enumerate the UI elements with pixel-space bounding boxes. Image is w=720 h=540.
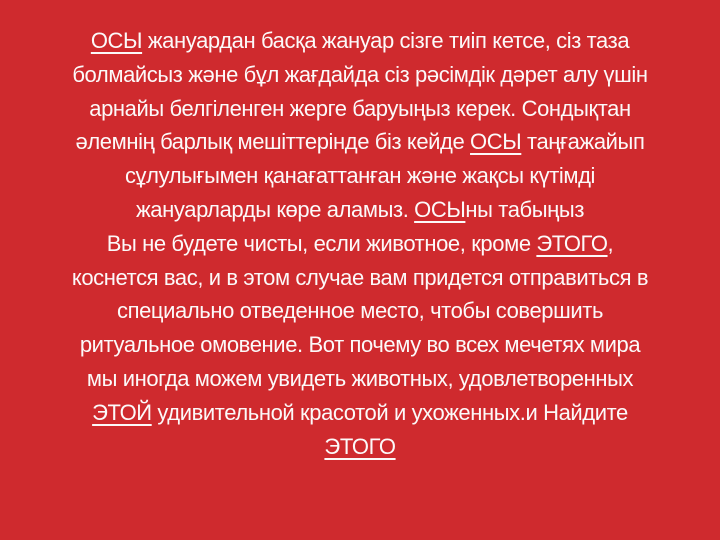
text-line — [12, 92, 708, 126]
text-segment: Вы не будете чисты, если животное, кроме — [106, 230, 537, 256]
text-line — [12, 294, 708, 328]
text-line — [12, 396, 708, 430]
text-line — [12, 193, 708, 227]
text-segment: ны табыңыз — [465, 196, 585, 222]
underlined-word: ОСЫ — [90, 28, 143, 53]
text-line — [12, 261, 708, 295]
underlined-word: ОСЫ — [414, 196, 466, 222]
text-line — [12, 159, 708, 193]
text-segment: жануарларды көре аламыз. — [135, 196, 415, 222]
text-line — [12, 328, 708, 362]
slide-text-block — [0, 24, 720, 463]
text-line — [12, 227, 708, 261]
text-line — [12, 58, 708, 92]
text-segment: таңғажайып — [521, 129, 645, 155]
text-segment: сұлулығымен қанағаттанған және жақсы күтімді — [124, 163, 596, 189]
text-line — [12, 430, 708, 464]
text-segment: , — [607, 230, 614, 256]
underlined-word: ЭТОГО — [536, 230, 608, 256]
underlined-word: ЭТОЙ — [92, 399, 152, 425]
text-segment: удивительной красотой и ухоженных.и Найдите — [151, 399, 628, 425]
text-segment: арнайы белгіленген жерге баруыңыз керек. Сондықтан — [89, 95, 631, 121]
text-segment: әлемнің барлық мешіттерінде біз кейде — [75, 129, 471, 155]
underlined-word: ОСЫ — [470, 129, 522, 155]
text-segment: специально отведенное место, чтобы совершить — [116, 298, 603, 324]
underlined-word: ЭТОГО — [324, 433, 396, 459]
text-line — [12, 24, 708, 58]
text-segment: коснется вас, и в этом случае вам придется отправиться в — [71, 264, 649, 290]
text-segment: болмайсыз және бұл жағдайда сіз рәсімдік дәрет алу үшін — [72, 61, 648, 87]
text-line — [12, 362, 708, 396]
text-segment: мы иногда можем увидеть животных, удовлетворенных — [86, 365, 634, 391]
text-line — [12, 125, 708, 159]
text-segment: ритуальное омовение. Вот почему во всех мечетях мира — [79, 332, 641, 358]
text-segment: жануардан басқа жануар сізге тиіп кетсе, сіз таза — [142, 28, 630, 53]
